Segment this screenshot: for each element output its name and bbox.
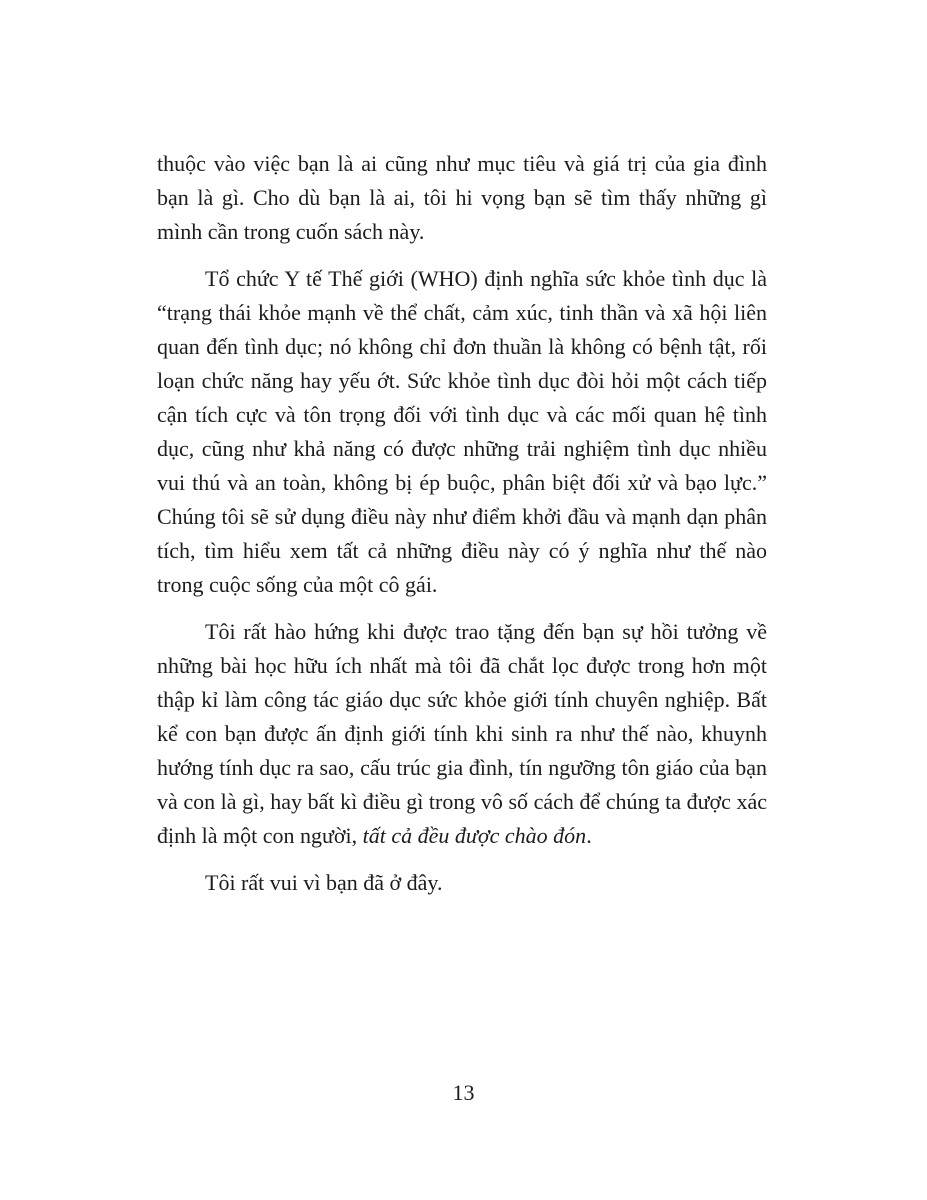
paragraph-italic-text: tất cả đều được chào đón: [362, 823, 587, 848]
paragraph-author-experience: [157, 615, 767, 853]
paragraph-text-after-italic: .: [586, 823, 592, 848]
paragraph-closing: Tôi rất vui vì bạn đã ở đây.: [205, 870, 443, 895]
text-block: [157, 147, 767, 913]
page-number: 13: [452, 1080, 475, 1105]
paragraph-text: Tôi rất hào hứng khi được trao tặng đến bạn sự hồi tưởng về những bài học hữu ích nhất mà tôi đã chắt lọc được trong hơn một thập kỉ làm công tác giáo dục sức khỏe giới tính chuyên nghiệp. Bất kể con bạn được ấn định giới tính khi sinh ra như thế nào, khuynh hướng tính dục ra sao, cấu trúc gia đình, tín ngưỡng tôn giáo của bạn và con là gì, hay bất kì điều gì trong vô số cách để chúng ta được xác định là một con người,: [157, 619, 767, 848]
paragraph-who-definition: Tổ chức Y tế Thế giới (WHO) định nghĩa sức khỏe tình dục là “trạng thái khỏe mạnh về thể chất, cảm xúc, tinh thần và xã hội liên quan đến tình dục; nó không chỉ đơn thuần là không có bệnh tật, rối loạn chức năng hay yếu ớt. Sức khỏe tình dục đòi hỏi một cách tiếp cận tích cực và tôn trọng đối với tình dục và các mối quan hệ tình dục, cũng như khả năng có được những trải nghiệm tình dục nhiều vui thú và an toàn, không bị ép buộc, phân biệt đối xử và bạo lực.” Chúng tôi sẽ sử dụng điều này như điểm khởi đầu và mạnh dạn phân tích, tìm hiểu xem tất cả những điều này có ý nghĩa như thế nào trong cuộc sống của một cô gái.: [157, 266, 767, 597]
paragraph-continuation: thuộc vào việc bạn là ai cũng như mục tiêu và giá trị của gia đình bạn là gì. Cho dù bạn là ai, tôi hi vọng bạn sẽ tìm thấy những gì mình cần trong cuốn sách này.: [157, 151, 767, 244]
